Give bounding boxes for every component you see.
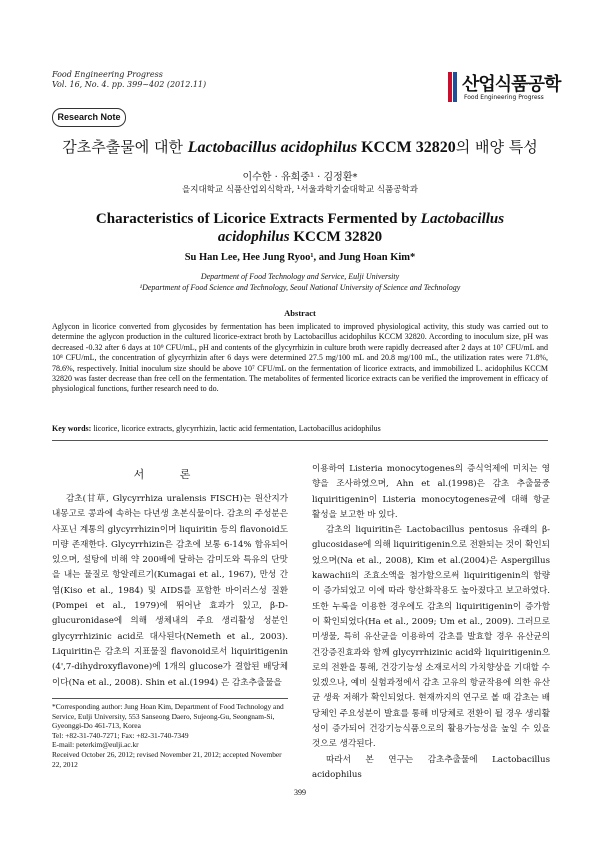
header-divider [52,440,548,441]
logo-english: Food Engineering Progress [464,94,544,101]
korean-title-post: 의 배양 특성 [455,138,538,156]
footnote-corresponding: *Corresponding author: Jung Hoan Kim, Department of Food Technology and Service, Eulji University, 553 Sanseong Daero, Sujeong-Gu, Seongnam-Si, Gyeonggi-Do 461-713, Korea [52,702,284,731]
left-paragraph-1: 감초(甘草, Glycyrrhiza uralensis FISCH)는 원산지가 내몽고로 콩과에 속하는 다년생 초본식물이다. 감초의 주성분은 사포닌 계통의 glycyrrhizin이며 liquiritin 등의 flavonoid도 미량 존재한다. Glycyrrhizin은 감초에 보통 6-14% 함유되어 있으며, 설탕에 비해 약 200배에 달하는 감미도와 특유의 단맛을 내는 물질로 항알레르기(Kumagai et al., 1967), 만성 간염(Kiso et al., 1984) 및 AIDS를 포함한 바이러스성 질환(Pompei et al., 1979)에 뛰어난 효과가 있고, β-D-glucuronidase에 의해 생체내의 주요 생리활성 성분인 glycyrrhizinic acid로 대사된다(Nemeth et al., 2003). Liquiritin은 감초의 지표물질 flavonoid로서 liquiritigenin (4',7-dihydroxyflavone)에 1개의 glucose가 결합된 배당체이다(Na et al., 2008). Shin et al.(1994) 은 감초추출물을 [52,494,288,688]
keywords [52,424,548,433]
english-title-line1: Characteristics of Licorice Extracts Fermented by [95,211,421,227]
right-paragraph-1: 이용하여 Listeria monocytogenes의 증식억제에 미치는 영향을 조사하였으며, Ahn et al.(1998)은 감초 추출물중 liquiritigenin이 Listeria monocytogenes균에 대해 항균 활성을 보고한 바 있다. [312,464,550,520]
journal-header [52,70,206,90]
keywords-label: Key words: [52,424,92,433]
english-authors: Su Han Lee, Hee Jung Ryoo¹, and Jung Hoan Kim* [184,252,416,263]
footnote [52,702,288,769]
korean-authors: 이수한 · 유희중¹ · 김정환* [242,172,358,183]
journal-citation: Vol. 16, No. 4. pp. 399~402 (2012.11) [52,80,207,89]
section-title: 서 론 [133,468,207,481]
affiliation-2: ¹Department of Food Science and Technology, Seoul National University of Science and Technology [139,283,461,292]
affiliation-1: Department of Food Technology and Service, Eulji University [200,272,400,281]
keywords-list: licorice, licorice extracts, glycyrrhizin, lactic acid fermentation, Lactobacillus acidophilus [93,424,381,433]
korean-affiliations: 을지대학교 식품산업외식학과, ¹서울과학기술대학교 식품공학과 [182,185,418,195]
footnote-phone: Tel: +82-31-740-7271; Fax: +82-31-740-7349 [52,730,189,740]
right-column [312,462,550,783]
english-title-genus: Lactobacillus [420,211,505,227]
right-paragraph-3: 따라서 본 연구는 감초추출물에 Lactobacillus acidophilus [312,754,550,780]
footnote-email: E-mail: peterkim@eulji.ac.kr [52,740,139,750]
journal-logo [448,68,561,106]
korean-title-strain: KCCM 32820 [357,139,456,156]
english-affiliations [40,271,560,293]
korean-title-pre: 감초추출물에 대한 [62,138,188,156]
english-title-strain: KCCM 32820 [289,229,383,245]
korean-title [40,136,560,157]
journal-name: Food Engineering Progress [52,70,163,79]
footnote-divider [52,698,288,699]
page-number: 399 [294,788,306,797]
left-column [52,492,288,691]
article-type-badge: Research Note [52,108,126,127]
abstract-heading: Abstract [284,308,316,318]
english-title [60,210,540,246]
abstract-text: Aglycon in licorice converted from glycosides by fermentation has been implicated to improved physiological activity, this study was carried out to determine the aglycon production in the cultured licorice-extract broth by Lactobacillus acidophilus KCCM 32820. According to inoculum size, pH was decreased -0.32 after 6 days at 10⁹ CFU/mL, pH and contents of the glycyrrhizin in culture broth were rapidly decreased after 2 days at 10⁷ CFU/mL and 10⁸ CFU/mL, the concentration of glycyrrhizin after 6 days were determined 27.5 mg/100 mL and 20.8 mg/100 mL, the utilization rates were 71.8%, 78.6%, respectively. Initial inoculum size should be above 10⁷ CFU/mL on the fermentation of licorice extracts, and immobilized L. acidophilus KCCM 32820 was faster decrease than free cell on the fermentation. The metabolites of fermented licorice extracts can be verified the improvement in efficacy of physiological functions, further research need to do. [52,322,548,394]
logo-korean: 산업식품공학 [462,74,561,95]
logo-mark-icon [448,72,458,102]
right-paragraph-2: 감초의 liquiritin은 Lactobacillus pentosus 유래의 β-glucosidase에 의해 liquiritigenin으로 전환되는 것이 확인되었으며(Na et al., 2008), Kim et al.(2004)은 Aspergillus kawachii의 조효소액을 첨가함으로써 liquiritigenin의 함량이 증가되었고 이에 따라 항산화작용도 높아졌다고 보고하였다. 또한 누룩을 이용한 경우에도 감초의 liquiritigenin이 증가함이 확인되었다(Ha et al., 2009; Um et al., 2009). 그러므로 미생물, 특히 유산균을 이용하여 감초를 발효할 경우 유산균의 건강증진효과와 함께 glycyrrhizinic acid와 liquiritigenin으로의 전환을 통해, 건강기능성 소재로서의 가치향상을 기대할 수 있겠으나, 예비 실험과정에서 감초 고유의 항균작용에 의한 유산균 생육 저해가 확인되었다. 현재까지의 연구로 볼 때 감초는 배당체인 주요성분이 발효를 통해 비당체로 전환이 될 경우 생리활성이 증가되어 건강기능식품으로의 활용가능성을 높일 수 있을 것으로 생각된다. [312,525,550,750]
english-title-species: acidophilus [217,229,290,245]
korean-title-species: Lactobacillus acidophilus [187,139,358,156]
footnote-received: Received October 26, 2012; revised November 21, 2012; accepted November 22, 2012 [52,749,282,769]
